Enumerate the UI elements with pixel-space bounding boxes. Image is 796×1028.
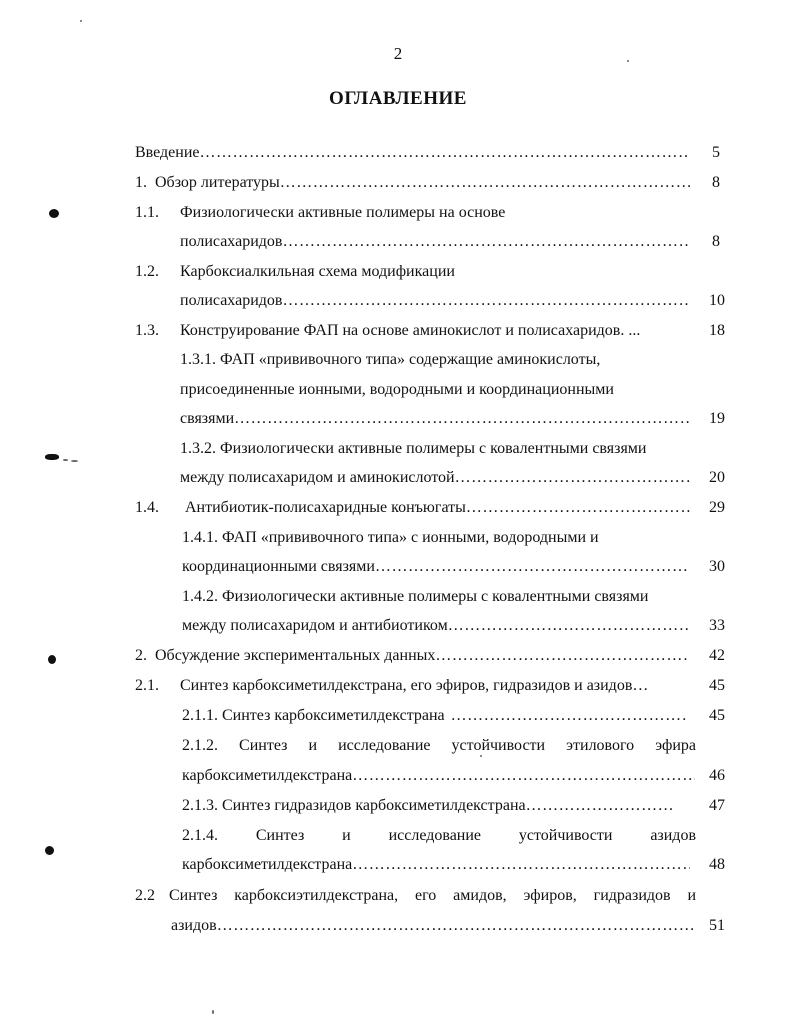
toc-entry-1-4-1-cont	[182, 557, 725, 577]
toc-entry-text: 2.1.1. Синтез карбоксиметилдекстрана	[182, 707, 445, 724]
toc-entry-2-1-3	[182, 796, 725, 816]
toc-entry-number: 1.1.	[135, 204, 159, 221]
toc-page-number: 47	[709, 797, 725, 814]
toc-leader-dots	[352, 766, 695, 786]
toc-entry-number: 1.4.	[135, 499, 159, 516]
toc-page-number: 30	[709, 558, 725, 575]
toc-leader-dots	[282, 232, 690, 252]
toc-entry-text: Карбоксиалкильная схема модификации	[180, 263, 455, 280]
ink-mark	[48, 655, 56, 664]
toc-entry-text: Введение	[135, 144, 200, 161]
toc-entry-1-1	[135, 203, 720, 223]
toc-entry-text: между полисахаридом и аминокислотой	[180, 469, 455, 486]
toc-entry-text: между полисахаридом и антибиотиком	[182, 617, 448, 634]
toc-page-number: 8	[712, 233, 720, 250]
toc-page-number: 48	[709, 856, 725, 873]
toc-entry-text: присоединенные ионными, водородными и координационными	[180, 381, 614, 398]
toc-page-number: 42	[709, 647, 725, 664]
toc-entry-1-3-2	[180, 439, 725, 459]
toc-entry-text: Синтез карбоксиэтилдекстрана, его амидов, эфиров, гидразидов и	[169, 887, 696, 904]
toc-entry-1	[135, 173, 720, 193]
toc-leader-dots	[451, 706, 687, 726]
toc-entry-1-4	[135, 498, 725, 518]
toc-page-number: 46	[709, 767, 725, 784]
toc-entry-number: 1.3.	[135, 322, 159, 339]
ink-speck	[71, 460, 78, 462]
toc-leader-dots	[448, 616, 690, 636]
ink-mark	[49, 209, 59, 218]
toc-entry-text: карбоксиметилдекстрана	[182, 767, 353, 784]
toc-leader-dots	[217, 916, 695, 936]
toc-entry-text: 2.1.4. Синтез и исследование устойчивости азидов	[182, 827, 696, 844]
toc-entry-introduction	[135, 143, 720, 163]
toc-entry-1-1-cont	[180, 232, 720, 252]
toc-page-number: 45	[709, 707, 725, 724]
toc-entry-number: 1.2.	[135, 263, 159, 280]
toc-entry-text: 1.4.1. ФАП «прививочного типа» с ионными, водородными и	[182, 529, 599, 546]
toc-entry-2-2	[135, 886, 696, 906]
ink-mark	[45, 846, 54, 855]
toc-leader-dots	[435, 646, 690, 666]
toc-entry-1-3-1	[180, 350, 720, 370]
toc-entry-text: карбоксиметилдекстрана	[182, 856, 353, 873]
toc-entry-text: 2.1.3. Синтез гидразидов карбоксиметилдекстрана	[182, 797, 526, 814]
toc-entry-2-1-2-cont	[182, 766, 725, 786]
toc-entry-text: координационными связями	[182, 558, 375, 575]
toc-entry-2-1-2	[182, 736, 696, 756]
toc-entry-2-1-1	[182, 706, 725, 726]
toc-page-number: 10	[709, 292, 725, 309]
toc-page-number: 33	[709, 617, 725, 634]
toc-entry-1-2	[135, 262, 720, 282]
toc-entry-text: Антибиотик-полисахаридные конъюгаты	[185, 499, 466, 516]
toc-entry-2-2-cont	[171, 916, 725, 936]
toc-leader-dots	[466, 498, 690, 518]
toc-entry-number: 2.	[135, 647, 147, 664]
toc-leader-dots	[455, 468, 690, 488]
toc-page-number: 19	[709, 410, 725, 427]
toc-leader-dots	[282, 291, 690, 311]
toc-entry-text: Физиологически активные полимеры на основе	[180, 204, 506, 221]
page-number: 2	[393, 44, 403, 63]
toc-entry-text: полисахаридов	[180, 233, 283, 250]
toc-entry-2-1	[135, 676, 725, 696]
toc-leader-dots	[280, 173, 690, 193]
toc-entry-1-3-2-cont	[180, 468, 725, 488]
toc-entry-1-2-cont	[180, 291, 725, 311]
toc-page-number: 8	[712, 174, 720, 191]
toc-leader-dots	[526, 796, 675, 816]
ink-speck	[63, 459, 68, 461]
toc-leader-dots	[375, 557, 690, 577]
toc-entry-text: 1.3.1. ФАП «прививочного типа» содержащие аминокислоты,	[180, 351, 601, 368]
toc-page-number: 5	[712, 144, 720, 161]
toc-leader-dots	[352, 855, 690, 875]
toc-entry-2-1-4-cont	[182, 855, 725, 875]
toc-entry-text: 1.4.2. Физиологически активные полимеры с ковалентными связями	[182, 588, 649, 605]
toc-entry-2-1-4	[182, 826, 696, 846]
toc-entry-number: 2.2	[135, 887, 155, 904]
ink-speck	[80, 20, 82, 22]
toc-entry-text: Обсуждение экспериментальных данных	[155, 647, 436, 664]
toc-page-number: 29	[709, 499, 725, 516]
toc-entry-1-3	[135, 321, 725, 341]
toc-entry-number: 2.1.	[135, 677, 159, 694]
toc-entry-1-3-1-cont2	[180, 409, 725, 429]
ink-speck	[627, 60, 629, 62]
toc-page-number: 45	[709, 677, 725, 694]
toc-entry-text: полисахаридов	[180, 292, 283, 309]
toc-entry-text: Обзор литературы	[155, 174, 280, 191]
toc-entry-text: азидов	[171, 917, 217, 934]
ink-speck	[480, 755, 482, 757]
toc-leader-dots	[200, 143, 691, 163]
toc-entry-number: 1.	[135, 174, 147, 191]
toc-entry-1-4-2	[182, 587, 725, 607]
toc-entry-1-4-1	[182, 528, 722, 548]
toc-entry-text: связями	[180, 410, 235, 427]
ink-mark	[45, 454, 59, 460]
toc-page-number: 51	[709, 917, 725, 934]
page-title: ОГЛАВЛЕНИЕ	[329, 88, 467, 109]
toc-entry-text: 1.3.2. Физиологически активные полимеры с ковалентными связями	[180, 440, 647, 457]
toc-entry-1-3-1-cont	[180, 380, 720, 400]
toc-entry-text: Синтез карбоксиметилдекстрана, его эфиров, гидразидов и азидов…	[180, 677, 649, 694]
ink-speck	[212, 1010, 214, 1014]
toc-leader-dots	[234, 409, 690, 429]
toc-entry-text: Конструирование ФАП на основе аминокислот и полисахаридов. ...	[180, 322, 641, 339]
toc-entry-text: 2.1.2. Синтез и исследование устойчивости этилового эфира	[182, 737, 696, 754]
toc-page-number: 18	[709, 322, 725, 339]
toc-entry-2	[135, 646, 725, 666]
toc-entry-1-4-2-cont	[182, 616, 725, 636]
toc-page-number: 20	[709, 469, 725, 486]
